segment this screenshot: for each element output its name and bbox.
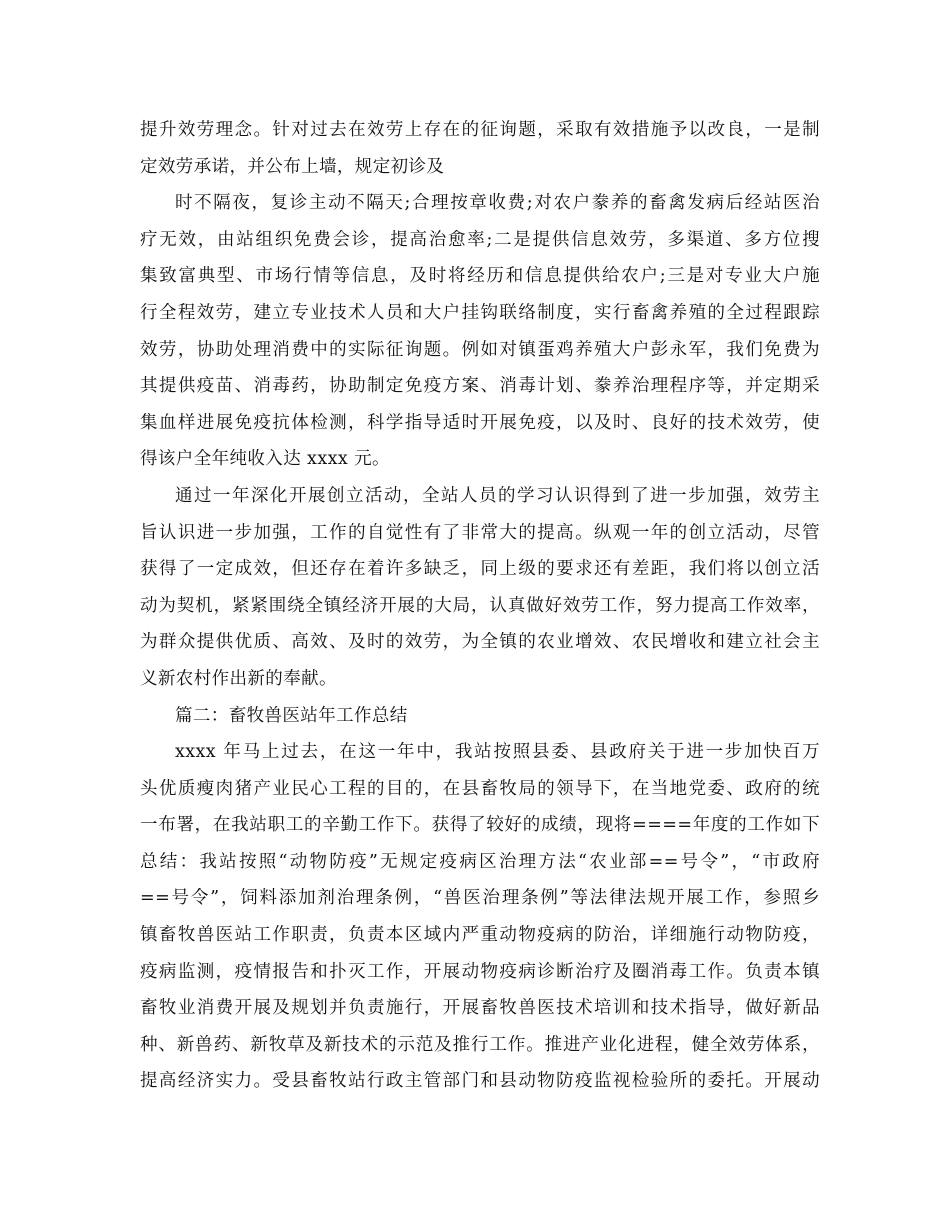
text-line: 疫病监测，疫情报告和扑灭工作，开展动物疫病诊断治疗及圈消毒工作。负责本镇 <box>140 961 820 982</box>
text-line: 旨认识进一步加强，工作的自觉性有了非常大的提高。纵观一年的创立活动，尽管 <box>140 522 820 543</box>
text-line: 定效劳承诺，并公布上墙，规定初诊及 <box>140 156 445 177</box>
text-line: 篇二：畜牧兽医站年工作总结 <box>175 705 408 726</box>
text-line: 镇畜牧兽医站工作职责，负责本区域内严重动物疫病的防治，详细施行动物防疫， <box>140 925 820 946</box>
text-line: 总结：我站按照“动物防疫”无规定疫病区治理方法“农业部==号令”，“市政府 <box>140 851 820 872</box>
text-line: 一布署，在我站职工的辛勤工作下。获得了较好的成绩，现将====年度的工作如下 <box>140 815 820 836</box>
text-line: ==号令”，饲料添加剂治理条例，“兽医治理条例”等法律法规开展工作，参照乡 <box>140 888 820 909</box>
text-line: 动为契机，紧紧围绕全镇经济开展的大局，认真做好效劳工作，努力提高工作效率， <box>140 595 820 616</box>
text-line: 时不隔夜，复诊主动不隔天;合理按章收费;对农户豢养的畜禽发病后经站医治 <box>175 193 820 214</box>
text-line: 效劳，协助处理消费中的实际征询题。例如对镇蛋鸡养殖大户彭永军，我们免费为 <box>140 339 820 360</box>
text-line: 集血样进展免疫抗体检测，科学指导适时开展免疫，以及时、良好的技术效劳，使 <box>140 412 820 433</box>
text-line: 提升效劳理念。针对过去在效劳上存在的征询题，采取有效措施予以改良，一是制 <box>140 120 820 140</box>
text-line: 提高经济实力。受县畜牧站行政主管部门和县动物防疫监视检验所的委托。开展动 <box>140 1071 820 1092</box>
text-line: 头优质瘦肉猪产业民心工程的目的，在县畜牧局的领导下，在当地党委、政府的统 <box>140 778 820 799</box>
text-line: 行全程效劳，建立专业技术人员和大户挂钩联络制度，实行畜禽养殖的全过程跟踪 <box>140 302 820 323</box>
text-line: 得该户全年纯收入达 xxxx 元。 <box>140 449 390 470</box>
text-line: 获得了一定成效，但还存在着许多缺乏，同上级的要求还有差距，我们将以创立活 <box>140 559 820 580</box>
body-text <box>140 112 820 1100</box>
text-line: 其提供疫苗、消毒药，协助制定免疫方案、消毒计划、豢养治理程序等，并定期采 <box>140 376 820 397</box>
text-line: 义新农村作出新的奉献。 <box>140 668 337 689</box>
text-line: 种、新兽药、新牧草及新技术的示范及推行工作。推进产业化进程，健全效劳体系， <box>140 1034 820 1055</box>
text-line: 畜牧业消费开展及规划并负责施行，开展畜牧兽医技术培训和技术指导，做好新品 <box>140 998 820 1019</box>
text-line: 集致富典型、市场行情等信息，及时将经历和信息提供给农户;三是对专业大户施 <box>140 266 820 287</box>
text-line: 疗无效，由站组织免费会诊，提高治愈率;二是提供信息效劳，多渠道、多方位搜 <box>140 229 820 250</box>
text-line: xxxx 年马上过去，在这一年中，我站按照县委、县政府关于进一步加快百万 <box>175 742 820 763</box>
text-line: 为群众提供优质、高效、及时的效劳，为全镇的农业增效、农民增收和建立社会主 <box>140 632 820 653</box>
text-line: 通过一年深化开展创立活动，全站人员的学习认识得到了进一步加强，效劳主 <box>175 485 820 506</box>
